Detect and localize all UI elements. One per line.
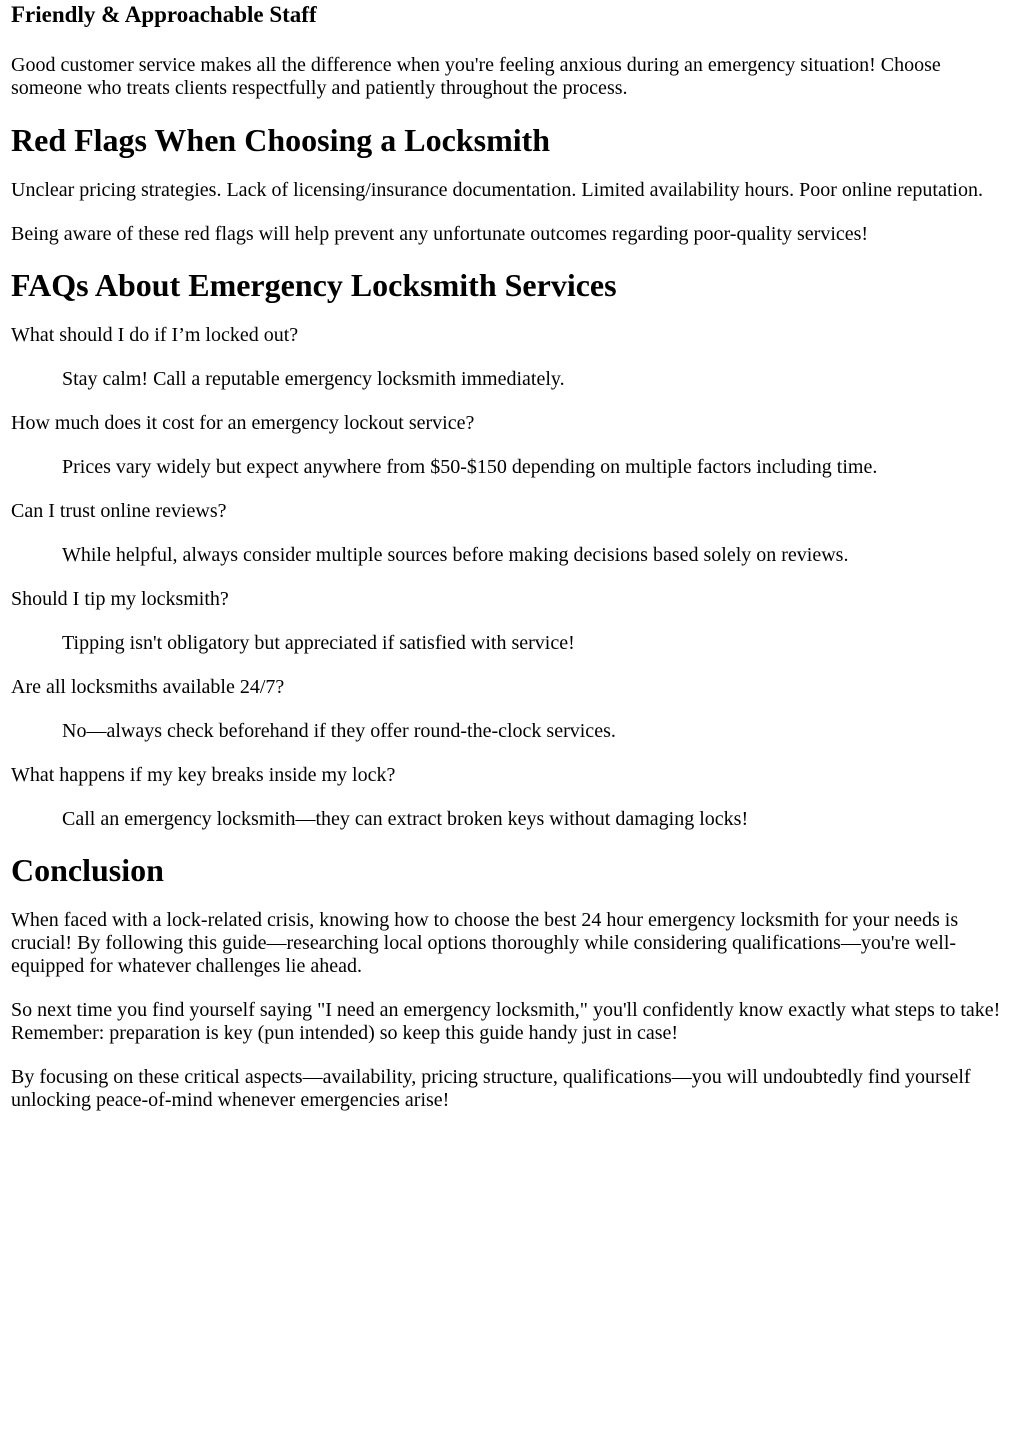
faqs-heading: FAQs About Emergency Locksmith Services [11, 267, 617, 303]
faq-question: What happens if my key breaks inside my lock? [11, 764, 396, 786]
conclusion-paragraph-1: When faced with a lock-related crisis, knowing how to choose the best 24 hour emergency locksmith for your needs is crucial! By following this guide—researching local options thoroughly while considering qualifications—you're well-equipped for whatever challenges lie ahead. [11, 909, 959, 977]
faq-question: Are all locksmiths available 24/7? [11, 676, 285, 698]
faq-question: Can I trust online reviews? [11, 500, 227, 522]
faq-answer: Tipping isn't obligatory but appreciated if satisfied with service! [62, 632, 575, 654]
red-flags-paragraph-2: Being aware of these red flags will help prevent any unfortunate outcomes regarding poor-quality services! [11, 223, 869, 245]
faq-answer: Prices vary widely but expect anywhere from $50-$150 depending on multiple factors including time. [62, 456, 878, 478]
conclusion-paragraph-3: By focusing on these critical aspects—availability, pricing structure, qualifications—you will undoubtedly find yourself unlocking peace-of-mind whenever emergencies arise! [11, 1066, 971, 1111]
faq-question: How much does it cost for an emergency lockout service? [11, 412, 475, 434]
conclusion-heading: Conclusion [11, 852, 164, 888]
faq-question: What should I do if I’m locked out? [11, 324, 299, 346]
faq-question: Should I tip my locksmith? [11, 588, 229, 610]
faq-answer: Call an emergency locksmith—they can extract broken keys without damaging locks! [62, 808, 749, 830]
red-flags-heading: Red Flags When Choosing a Locksmith [11, 122, 551, 158]
staff-paragraph: Good customer service makes all the difference when you're feeling anxious during an emergency situation! Choose someone who treats clients respectfully and patiently throughout the process. [11, 54, 941, 99]
conclusion-paragraph-2: So next time you find yourself saying "I need an emergency locksmith," you'll confidently know exactly what steps to take! Remember: preparation is key (pun intended) so keep this guide handy just in case! [11, 999, 1001, 1044]
faq-answer: No—always check beforehand if they offer round-the-clock services. [62, 720, 616, 742]
faq-list [11, 324, 1016, 831]
red-flags-paragraph-1: Unclear pricing strategies. Lack of licensing/insurance documentation. Limited availability hours. Poor online reputation. [11, 179, 983, 201]
faq-answer: While helpful, always consider multiple sources before making decisions based solely on reviews. [62, 544, 849, 566]
faq-answer: Stay calm! Call a reputable emergency locksmith immediately. [62, 368, 565, 390]
staff-heading: Friendly & Approachable Staff [11, 2, 317, 27]
